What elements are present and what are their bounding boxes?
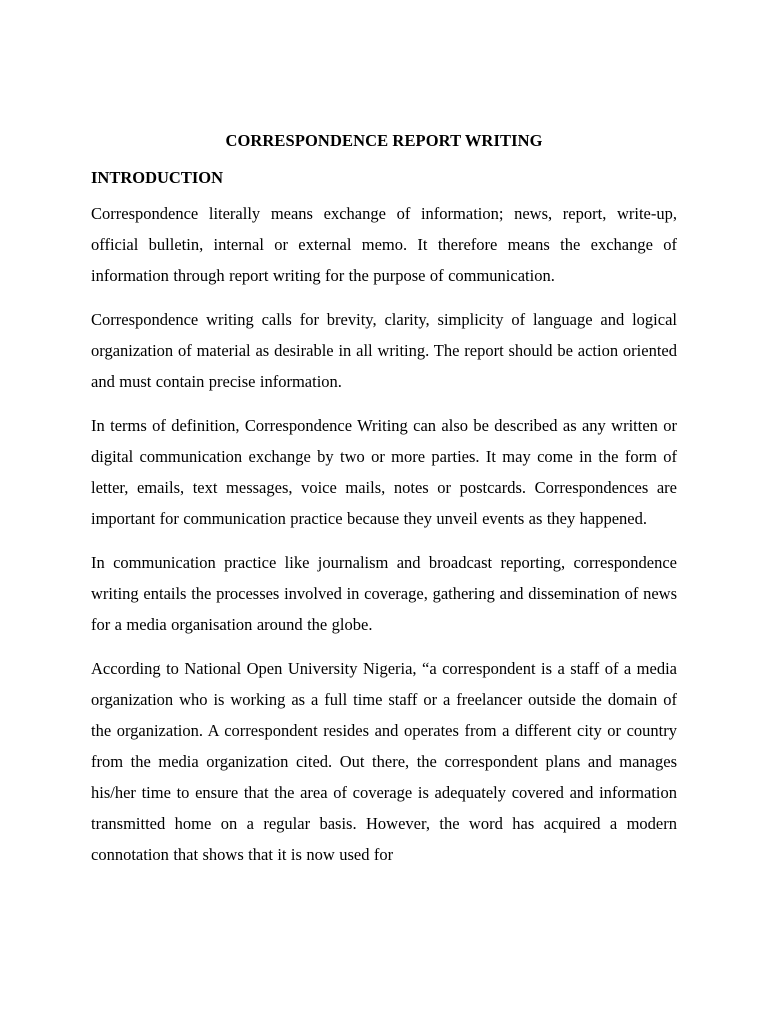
section-heading: INTRODUCTION <box>91 168 224 187</box>
document-title: CORRESPONDENCE REPORT WRITING <box>225 131 543 150</box>
paragraph-1: Correspondence literally means exchange of information; news, report, write-up, official bulletin, internal or external memo. It therefore means the exchange of information through report writing for the purpose of communication. <box>91 204 677 285</box>
paragraph-5: According to National Open University Nigeria, “a correspondent is a staff of a media organization who is working as a full time staff or a freelancer outside the domain of the organization. A correspondent resides and operates from a different city or country from the media organization cited. Out there, the correspondent plans and manages his/her time to ensure that the area of coverage is adequately covered and information transmitted home on a regular basis. However, the word has acquired a modern connotation that shows that it is now used for <box>91 659 677 864</box>
paragraph-3: In terms of definition, Correspondence Writing can also be described as any written or digital communication exchange by two or more parties. It may come in the form of letter, emails, text messages, voice mails, notes or postcards. Correspondences are important for communication practice because they unveil events as they happened. <box>91 416 677 528</box>
document-body <box>91 129 677 883</box>
paragraph-4: In communication practice like journalism and broadcast reporting, correspondence writing entails the processes involved in coverage, gathering and dissemination of news for a media organisation around the globe. <box>91 553 677 634</box>
paragraph-2: Correspondence writing calls for brevity, clarity, simplicity of language and logical organization of material as desirable in all writing. The report should be action oriented and must contain precise information. <box>91 310 677 391</box>
